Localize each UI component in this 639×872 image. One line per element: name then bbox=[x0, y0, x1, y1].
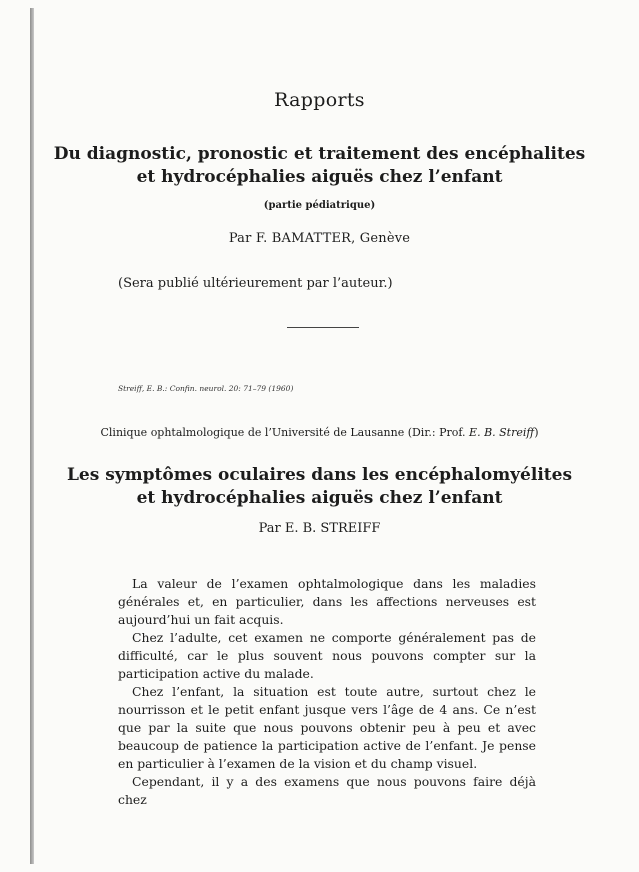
article2-author: Par E. B. STREIFF bbox=[258, 521, 381, 536]
article1-subtitle: (partie pédiatrique) bbox=[263, 200, 376, 211]
body-paragraph: Chez l’adulte, cet examen ne comporte généralement pas de difficulté, car le plus souvent nous pouvons compter sur la participation active du malade. bbox=[118, 630, 536, 681]
clinic-prefix: Clinique ophtalmologique de l’Université de Lausanne (Dir.: Prof. bbox=[100, 426, 470, 439]
article1-title-line1: Du diagnostic, pronostic et traitement des encéphalites bbox=[53, 144, 586, 164]
article1-author: Par F. BAMATTER, Genève bbox=[228, 231, 411, 246]
article1-note: (Sera publié ultérieurement par l’auteur.) bbox=[118, 276, 393, 291]
article2-title-line2: et hydrocéphalies aiguës chez l’enfant bbox=[136, 488, 503, 508]
clinic-affiliation bbox=[0, 426, 639, 439]
clinic-suffix: ) bbox=[534, 426, 539, 439]
body-paragraph: Chez l’enfant, la situation est toute autre, surtout chez le nourrisson et le petit enfant jusque vers l’âge de 4 ans. Ce n’est que par la suite que nous pouvons obtenir peu à peu et avec beaucoup de patience la participation active de l’enfant. Je pense en particulier à l’examen de la vision et du champ visuel. bbox=[118, 684, 536, 771]
citation: Streiff, E. B.: Confin. neurol. 20: 71–79 (1960) bbox=[118, 384, 294, 393]
article1-title-line2: et hydrocéphalies aiguës chez l’enfant bbox=[136, 167, 503, 187]
section-divider bbox=[287, 327, 359, 328]
body-paragraph: La valeur de l’examen ophtalmologique dans les maladies générales et, en particulier, dans les affections nerveuses est aujourd’hui un fait acquis. bbox=[118, 576, 536, 627]
body-paragraph: Cependant, il y a des examens que nous pouvons faire déjà chez bbox=[118, 774, 536, 807]
section-heading: Rapports bbox=[274, 89, 365, 111]
clinic-director: E. B. Streiff bbox=[469, 426, 535, 439]
article2-title-line1: Les symptômes oculaires dans les encéphalomyélites bbox=[66, 465, 573, 485]
